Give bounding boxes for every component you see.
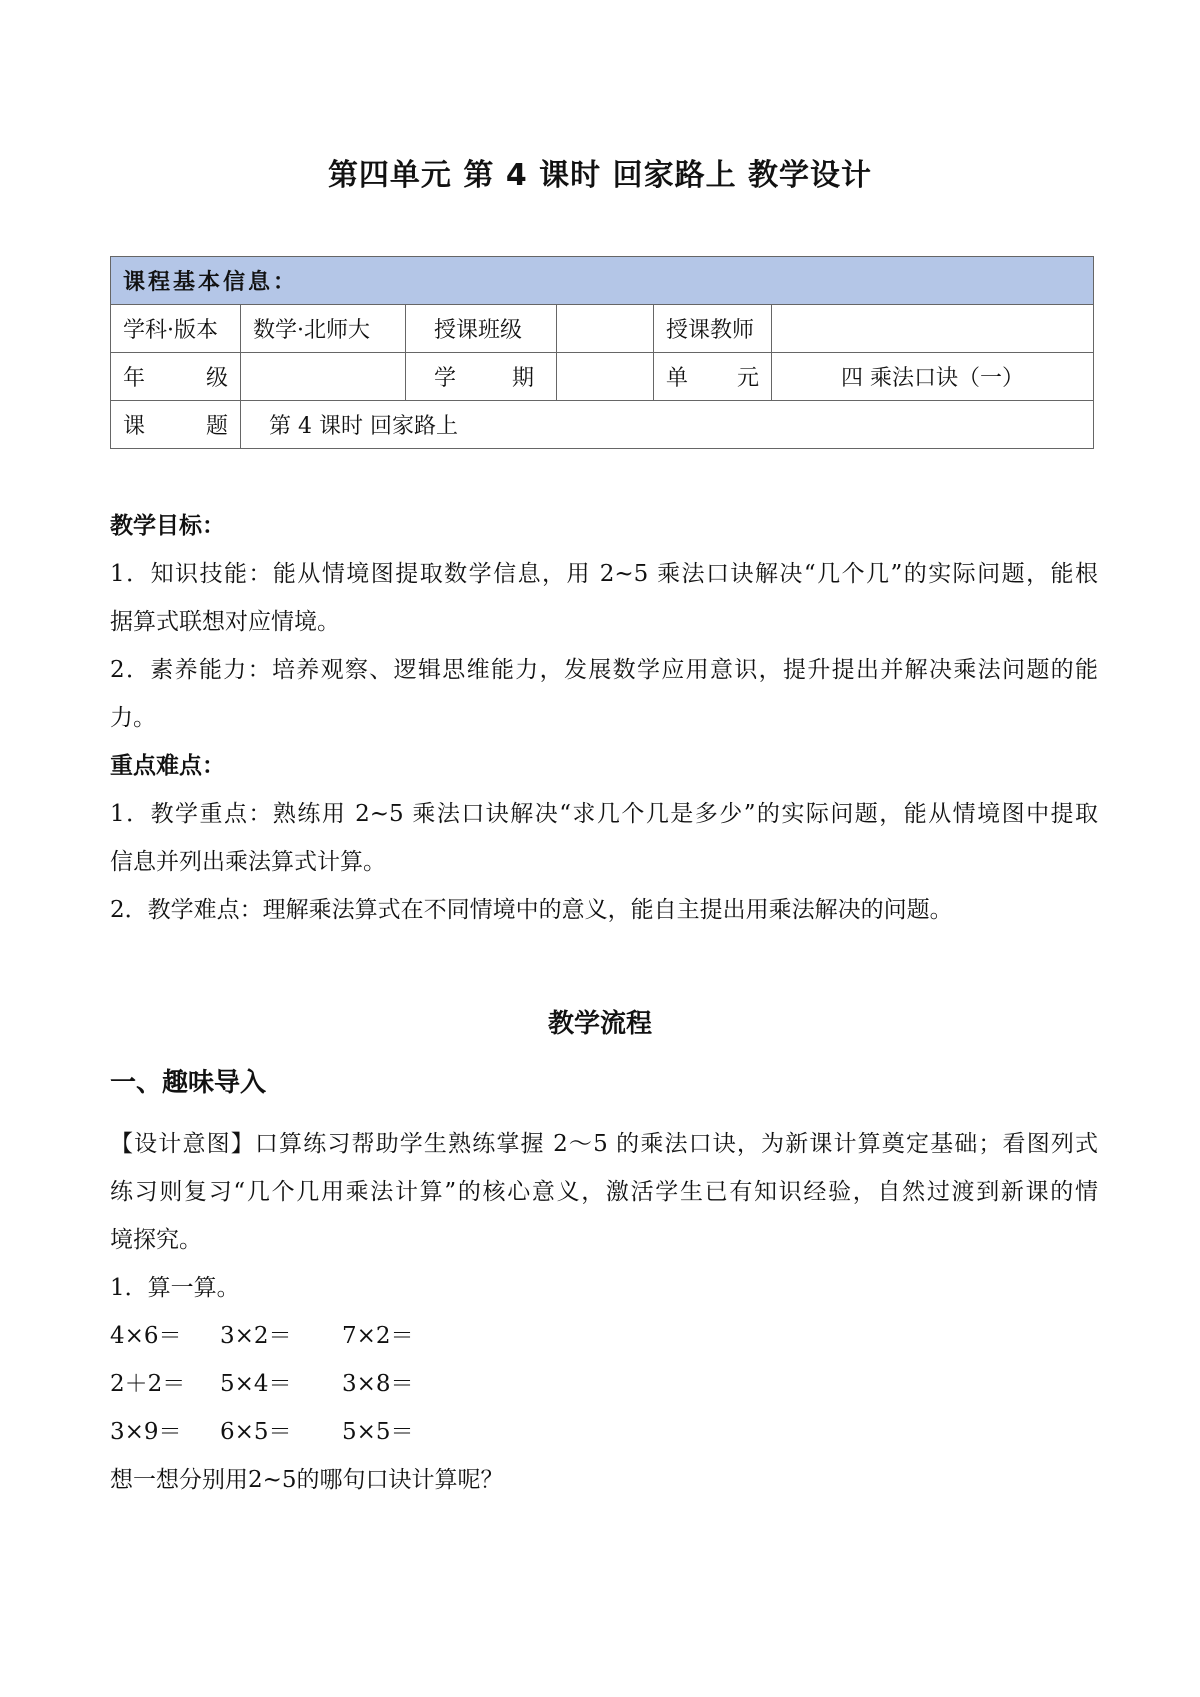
subject-value: 数学·北师大 [241, 305, 406, 353]
calc-row [110, 1312, 1098, 1360]
calc-item: 2＋2＝ [110, 1371, 186, 1397]
objective-1-line-2: 据算式联想对应情境。 [110, 609, 340, 635]
class-label: 授课班级 [406, 305, 557, 353]
teacher-label: 授课教师 [654, 305, 772, 353]
calc-item: 6×5＝ [220, 1419, 292, 1445]
calc-item: 3×8＝ [342, 1371, 414, 1397]
calc-item: 3×2＝ [220, 1323, 292, 1349]
key-point-1-line-1: 1．教学重点：熟练用 2~5 乘法口诀解决“求几个几是多少”的实际问题，能从情境图中提取 [110, 801, 1098, 827]
calc-item: 5×4＝ [220, 1371, 292, 1397]
subject-label: 学科·版本 [111, 305, 241, 353]
calc-row [110, 1360, 1098, 1408]
class-value [557, 305, 654, 353]
teaching-flow-title: 教学流程 [547, 1009, 652, 1039]
topic-label: 课 题 [111, 401, 241, 449]
objectives-section [110, 502, 1098, 934]
calc-item: 5×5＝ [342, 1419, 414, 1445]
grade-label: 年 级 [111, 353, 241, 401]
page-title: 第四单元 第 4 课时 回家路上 教学设计 [327, 158, 873, 193]
task-1-label: 1．算一算。 [110, 1275, 240, 1301]
multiplication-question: 想一想分别用2~5的哪句口诀计算呢？ [110, 1467, 504, 1493]
calc-item: 3×9＝ [110, 1419, 182, 1445]
calc-row [110, 1408, 1098, 1456]
term-label: 学 期 [406, 353, 557, 401]
key-point-1-line-2: 信息并列出乘法算式计算。 [110, 849, 386, 875]
objectives-heading: 教学目标： [110, 513, 225, 539]
key-point-2: 2．教学难点：理解乘法算式在不同情境中的意义，能自主提出用乘法解决的问题。 [110, 897, 953, 923]
calc-item: 4×6＝ [110, 1323, 182, 1349]
design-intent-line-3: 境探究。 [110, 1227, 202, 1253]
objective-1-line-1: 1．知识技能：能从情境图提取数学信息，用 2~5 乘法口诀解决“几个几”的实际问题，能根 [110, 561, 1098, 587]
course-info-header: 课程基本信息： [111, 257, 1094, 305]
objective-2-line-2: 力。 [110, 705, 156, 731]
key-points-heading: 重点难点： [110, 753, 225, 779]
teacher-value [772, 305, 1094, 353]
design-intent-line-2: 练习则复习“几个几用乘法计算”的核心意义，激活学生已有知识经验，自然过渡到新课的情 [110, 1179, 1098, 1205]
section-1-body [110, 1120, 1098, 1504]
section-1-heading: 一、趣味导入 [110, 1068, 267, 1098]
course-info-table [110, 256, 1094, 449]
objective-2-line-1: 2．素养能力：培养观察、逻辑思维能力，发展数学应用意识，提升提出并解决乘法问题的能 [110, 657, 1098, 683]
unit-label: 单 元 [654, 353, 772, 401]
topic-value: 第 4 课时 回家路上 [241, 401, 1094, 449]
grade-value [241, 353, 406, 401]
calc-item: 7×2＝ [342, 1323, 414, 1349]
unit-value: 四 乘法口诀（一） [772, 353, 1094, 401]
design-intent-line-1: 【设计意图】口算练习帮助学生熟练掌握 2～5 的乘法口诀，为新课计算奠定基础；看图列式 [110, 1131, 1098, 1157]
term-value [557, 353, 654, 401]
